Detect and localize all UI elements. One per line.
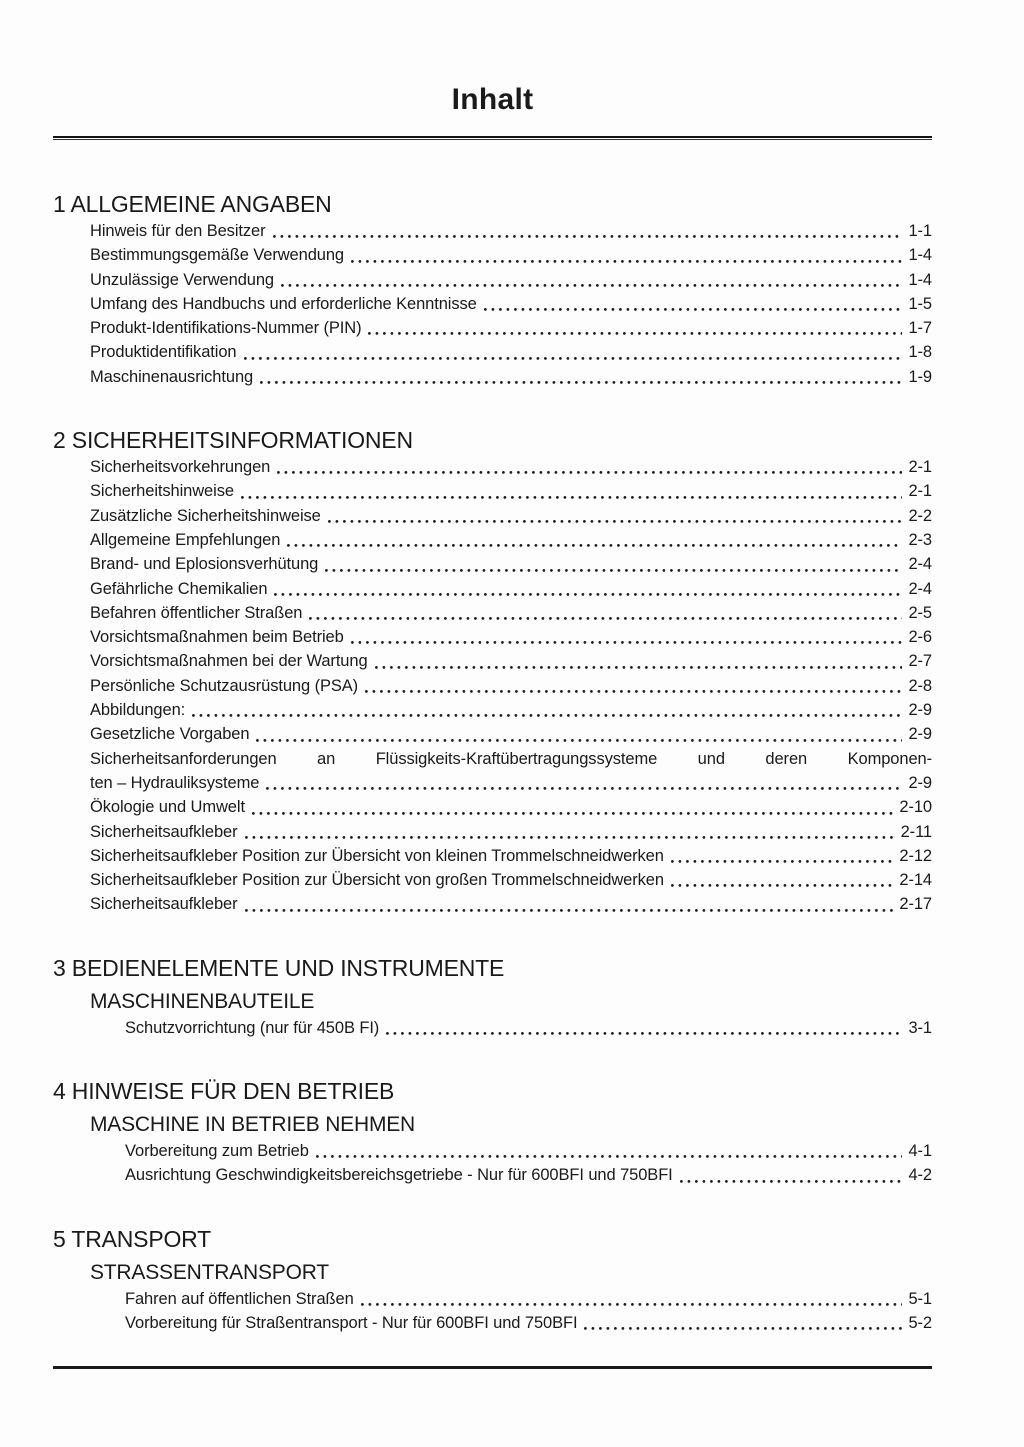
page-number: 4-2 <box>908 1166 932 1185</box>
toc-entry <box>53 316 932 340</box>
toc-entry <box>53 844 932 868</box>
dot-leader <box>351 260 902 263</box>
toc-entry <box>53 1163 932 1187</box>
page-number: 2-7 <box>908 652 932 671</box>
section-number: 5 <box>53 1225 66 1252</box>
page-number: 2-17 <box>899 895 932 914</box>
section-heading <box>53 956 932 980</box>
entry-label: Sicherheitshinweise <box>90 482 234 501</box>
toc-entry <box>53 577 932 601</box>
toc-section <box>53 428 932 917</box>
section-title: SICHERHEITSINFORMATIONEN <box>71 427 413 454</box>
page-number: 1-8 <box>908 343 932 362</box>
entry-label: Sicherheitsaufkleber <box>90 822 238 841</box>
toc-entry <box>53 455 932 479</box>
entry-label: Vorsichtsmaßnahmen bei der Wartung <box>90 652 368 671</box>
toc-entry <box>53 1287 932 1311</box>
dot-leader <box>245 909 894 912</box>
toc-entry <box>53 479 932 503</box>
page-title: Inhalt <box>451 83 534 116</box>
subsection-title: MASCHINE IN BETRIEB NEHMEN <box>90 1113 416 1137</box>
entry-label: Sicherheitsvorkehrungen <box>90 458 271 477</box>
page-number: 2-8 <box>908 676 932 695</box>
page-number: 2-4 <box>908 555 932 574</box>
toc-entry <box>53 601 932 625</box>
dot-leader <box>368 332 902 335</box>
toc-entry <box>53 820 932 844</box>
dot-leader <box>192 714 902 717</box>
dot-leader <box>309 617 902 620</box>
dot-leader <box>252 812 893 815</box>
entry-label: Sicherheitsaufkleber Position zur Übersicht von großen Trommelschneidwerken <box>90 871 664 890</box>
entry-label: Vorsichtsmaßnahmen beim Betrieb <box>90 628 344 647</box>
entry-label: ten – Hydrauliksysteme <box>90 773 260 792</box>
page-number: 5-1 <box>908 1289 932 1308</box>
toc-entry <box>53 1016 932 1040</box>
toc-entry <box>53 292 932 316</box>
toc-entry <box>53 552 932 576</box>
dot-leader <box>277 471 902 474</box>
entry-label: Ökologie und Umwelt <box>90 798 245 817</box>
section-number: 3 <box>53 954 66 981</box>
section-title: BEDIENELEMENTE UND INSTRUMENTE <box>71 954 505 981</box>
entry-label: Sicherheitsanforderungen an Flüssigkeits-Kraftübertragungssysteme und deren Komponen- <box>90 749 932 768</box>
entry-label: Vorbereitung für Straßentransport - Nur für 600BFI und 750BFI <box>125 1313 578 1332</box>
page-number: 2-9 <box>908 701 932 720</box>
page-number: 2-9 <box>908 725 932 744</box>
dot-leader <box>274 593 902 596</box>
toc-section <box>53 1079 932 1188</box>
dot-leader <box>671 860 894 863</box>
toc-entry <box>53 1139 932 1163</box>
section-number: 2 <box>53 427 66 454</box>
toc-entry <box>53 219 932 243</box>
section-number: 1 <box>53 191 66 217</box>
entry-label: Befahren öffentlicher Straßen <box>90 603 303 622</box>
entry-label: Umfang des Handbuchs und erforderliche Kenntnisse <box>90 294 477 313</box>
toc-entry <box>53 795 932 819</box>
subsection-heading <box>53 990 932 1013</box>
subsection-title: MASCHINENBAUTEILE <box>90 989 315 1013</box>
entry-label: Sicherheitsaufkleber Position zur Übersicht von kleinen Trommelschneidwerken <box>90 846 664 865</box>
section-number: 4 <box>53 1078 66 1105</box>
page-number: 2-12 <box>899 846 932 865</box>
page-number: 1-9 <box>908 367 932 386</box>
dot-leader <box>281 284 902 287</box>
toc-entry <box>53 892 932 916</box>
page-number: 2-11 <box>900 822 932 841</box>
toc-entry <box>53 625 932 649</box>
entry-label: Gefährliche Chemikalien <box>90 579 268 598</box>
toc-entry <box>53 698 932 722</box>
page-number: 3-1 <box>908 1018 932 1037</box>
title-divider <box>53 136 932 140</box>
toc-section <box>53 1227 932 1336</box>
subsection-heading <box>53 1261 932 1284</box>
entry-label: Fahren auf öffentlichen Straßen <box>125 1289 354 1308</box>
page-number: 1-5 <box>908 294 932 313</box>
entry-label: Ausrichtung Geschwindigkeitsbereichsgetriebe - Nur für 600BFI und 750BFI <box>125 1166 673 1185</box>
dot-leader <box>260 381 902 384</box>
page-number: 1-4 <box>908 246 932 265</box>
dot-leader <box>584 1327 902 1330</box>
toc-section <box>53 192 932 389</box>
dot-leader <box>325 569 902 572</box>
toc-entry <box>53 365 932 389</box>
toc-entry <box>53 528 932 552</box>
dot-leader <box>386 1032 902 1035</box>
dot-leader <box>680 1180 903 1183</box>
dot-leader <box>328 520 903 523</box>
page-number: 4-1 <box>908 1142 932 1161</box>
entry-label: Produkt-Identifikations-Nummer (PIN) <box>90 319 362 338</box>
dot-leader <box>273 235 903 238</box>
entry-label: Vorbereitung zum Betrieb <box>125 1142 309 1161</box>
dot-leader <box>266 787 902 790</box>
page-number: 1-7 <box>908 319 932 338</box>
dot-leader <box>256 739 902 742</box>
dot-leader <box>241 496 903 499</box>
toc-entry <box>53 868 932 892</box>
entry-label: Abbildungen: <box>90 701 186 720</box>
entry-label: Schutzvorrichtung (nur für 450B FI) <box>125 1018 380 1037</box>
dot-leader <box>244 357 903 360</box>
entry-label: Bestimmungsgemäße Verwendung <box>90 246 345 265</box>
page-number: 2-4 <box>908 579 932 598</box>
entry-label: Persönliche Schutzausrüstung (PSA) <box>90 676 359 695</box>
dot-leader <box>671 884 893 887</box>
section-title: ALLGEMEINE ANGABEN <box>70 191 332 217</box>
section-heading <box>53 1227 932 1251</box>
page-number: 2-1 <box>908 458 932 477</box>
dot-leader <box>351 641 903 644</box>
section-heading <box>53 428 932 452</box>
toc-section <box>53 956 932 1040</box>
toc-entry <box>53 674 932 698</box>
page-number: 1-4 <box>908 270 932 289</box>
entry-label: Hinweis für den Besitzer <box>90 222 266 240</box>
page-number: 2-14 <box>899 871 932 890</box>
page-number: 2-10 <box>899 798 932 817</box>
page-number: 1-1 <box>908 222 932 240</box>
dot-leader <box>287 544 902 547</box>
page-number: 2-5 <box>908 603 932 622</box>
footer-divider <box>53 1366 932 1369</box>
toc-entry <box>53 243 932 267</box>
section-heading <box>53 1079 932 1103</box>
dot-leader <box>361 1303 903 1306</box>
dot-leader <box>375 666 903 669</box>
toc-entry <box>53 747 932 771</box>
toc-entry <box>53 1311 932 1335</box>
toc-entry <box>53 268 932 292</box>
entry-label: Unzulässige Verwendung <box>90 270 275 289</box>
toc-entry <box>53 722 932 746</box>
entry-label: Gesetzliche Vorgaben <box>90 725 250 744</box>
entry-label: Maschinenausrichtung <box>90 367 254 386</box>
dot-leader <box>484 308 903 311</box>
subsection-title: STRASSENTRANSPORT <box>90 1260 329 1284</box>
toc-entry <box>53 504 932 528</box>
page-number: 2-9 <box>908 773 932 792</box>
entry-label: Sicherheitsaufkleber <box>90 895 238 914</box>
section-title: TRANSPORT <box>71 1225 212 1252</box>
page-number: 2-2 <box>908 506 932 525</box>
entry-label: Zusätzliche Sicherheitshinweise <box>90 506 321 525</box>
toc-entry <box>53 771 932 795</box>
page-number: 2-6 <box>908 628 932 647</box>
dot-leader <box>245 836 895 839</box>
page-number: 2-1 <box>908 482 932 501</box>
toc-sections <box>53 192 932 1335</box>
toc-entry <box>53 649 932 673</box>
entry-label: Brand- und Eplosionsverhütung <box>90 555 319 574</box>
subsection-heading <box>53 1113 932 1136</box>
dot-leader <box>316 1155 903 1158</box>
toc-entry <box>53 340 932 364</box>
section-heading <box>53 192 932 216</box>
toc-content <box>53 0 932 1335</box>
dot-leader <box>365 690 902 693</box>
entry-label: Produktidentifikation <box>90 343 237 362</box>
page-number: 2-3 <box>908 530 932 549</box>
section-title: HINWEISE FÜR DEN BETRIEB <box>71 1078 395 1105</box>
page-number: 5-2 <box>908 1313 932 1332</box>
entry-label: Allgemeine Empfehlungen <box>90 530 281 549</box>
